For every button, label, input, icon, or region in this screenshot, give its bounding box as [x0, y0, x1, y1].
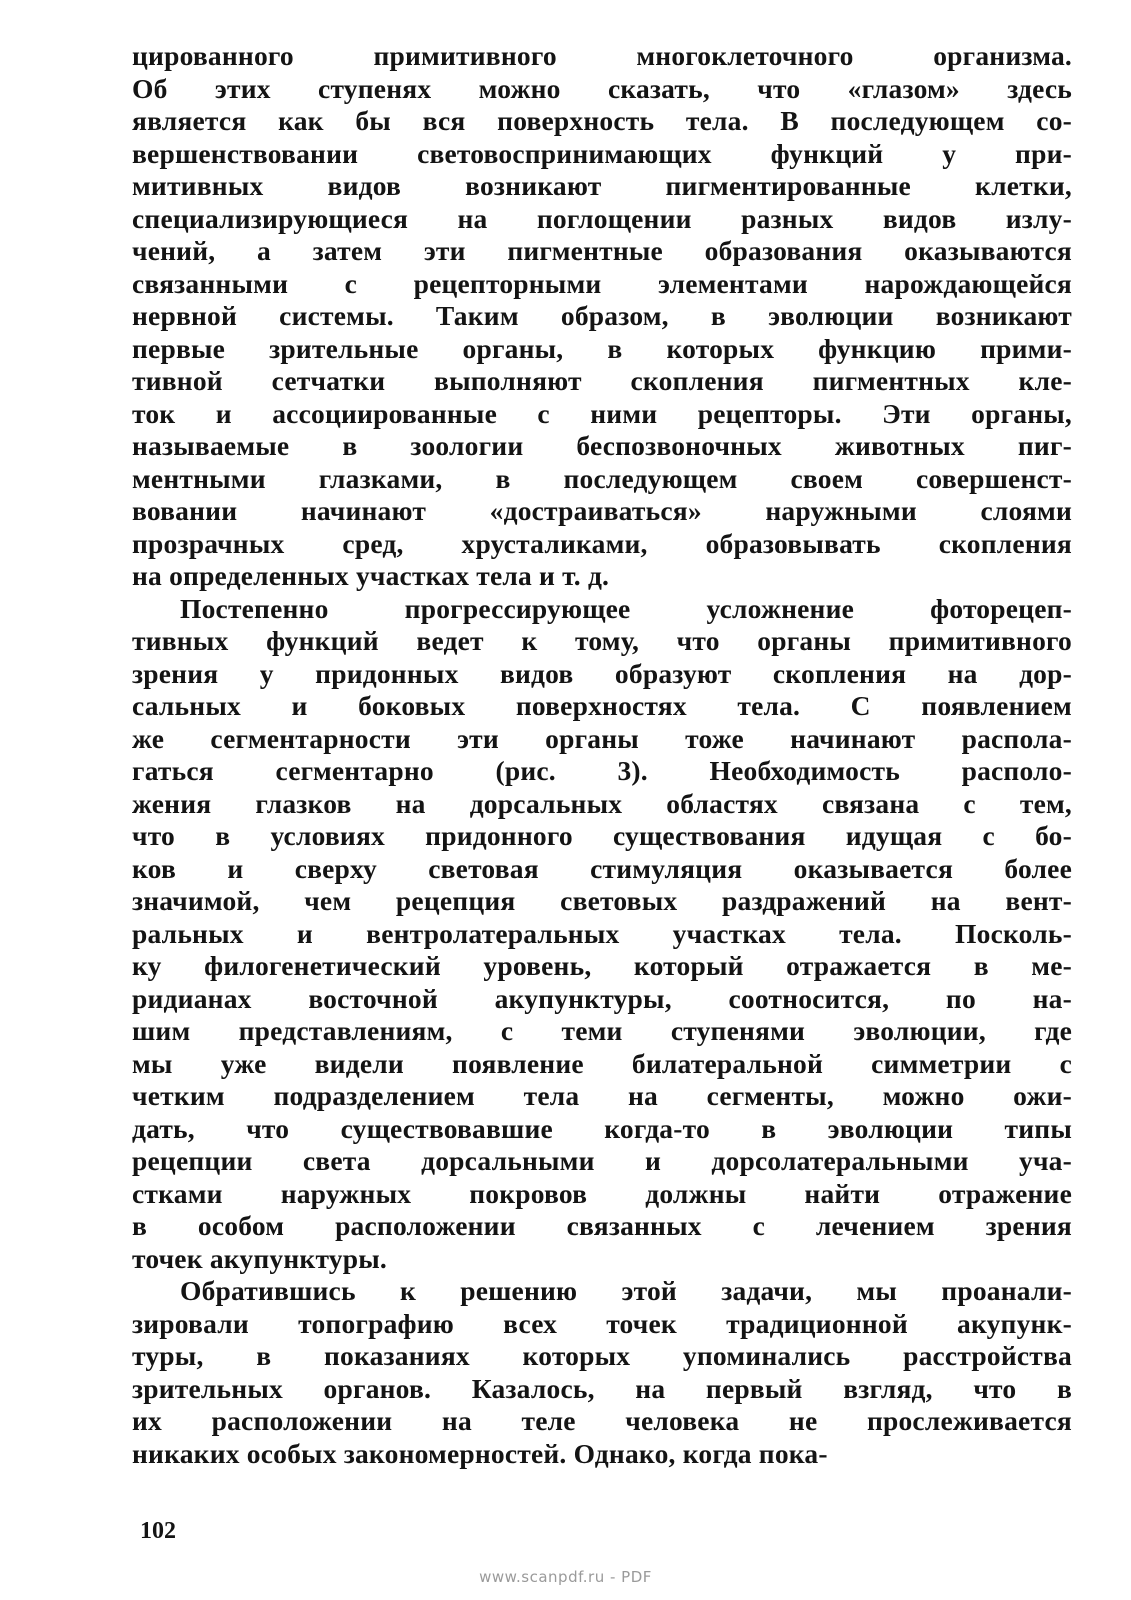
text-line: Обратившись к решению этой задачи, мы проанали- [180, 1275, 1072, 1306]
text-line: ральных и вентролатеральных участках тела. Посколь- [132, 917, 1072, 949]
text-line: называемые в зоологии беспозвоночных животных пиг- [132, 430, 1072, 461]
text-line: гаться сегментарно (рис. 3). Необходимость располо- [132, 755, 1072, 786]
text-line: нервной системы. Таким образом, в эволюции возникают [132, 300, 1072, 331]
text-line: ридианах восточной акупунктуры, соотносится, по на- [132, 982, 1072, 1014]
text-line: точек акупунктуры. [132, 1242, 387, 1274]
text-line: же сегментарности эти органы тоже начинают распола- [132, 722, 1072, 754]
text-line: первые зрительные органы, в которых функцию прими- [132, 332, 1072, 364]
text-line: тивных функций ведет к тому, что органы примитивного [132, 625, 1072, 656]
watermark-text: www.scanpdf.ru - PDF [479, 1568, 652, 1586]
text-line: чений, а затем эти пигментные образования оказываются [132, 235, 1072, 266]
text-line: туры, в показаниях которых упоминались расстройства [132, 1340, 1072, 1371]
text-line: стками наружных покровов должны найти отражение [132, 1177, 1072, 1209]
text-line: вовании начинают «достраиваться» наружными слоями [132, 495, 1072, 526]
text-line: является как бы вся поверхность тела. В последующем со- [132, 105, 1072, 136]
text-line: ток и ассоциированные с ними рецепторы. Эти органы, [132, 397, 1072, 429]
text-line: зрительных органов. Казалось, на первый взгляд, что в [132, 1372, 1072, 1404]
text-line: дать, что существовавшие когда-то в эволюции типы [132, 1112, 1072, 1144]
text-line: значимой, чем рецепция световых раздражений на вент- [132, 885, 1072, 916]
text-line: шим представлениям, с теми ступенями эволюции, где [132, 1015, 1072, 1046]
text-line: связанными с рецепторными элементами нарождающейся [132, 267, 1072, 299]
text-line: митивных видов возникают пигментированные клетки, [132, 170, 1072, 201]
text-line: специализирующиеся на поглощении разных видов излу- [132, 202, 1072, 234]
text-line: их расположении на теле человека не прослеживается [132, 1405, 1072, 1436]
paragraph [132, 593, 1072, 1276]
paragraph [132, 40, 1072, 593]
paragraph [132, 1275, 1072, 1470]
text-line: ков и сверху световая стимуляция оказывается более [132, 852, 1072, 884]
document-body [132, 40, 1072, 1470]
text-line: прозрачных сред, хрусталиками, образовывать скопления [132, 527, 1072, 559]
text-line: Об этих ступенях можно сказать, что «глазом» здесь [132, 72, 1072, 104]
text-line: зрения у придонных видов образуют скопления на дор- [132, 657, 1072, 689]
text-line: цированного примитивного многоклеточного организма. [132, 40, 1072, 71]
text-line: никаких особых закономерностей. Однако, когда пока- [132, 1437, 828, 1469]
text-line: что в условиях придонного существования идущая с бо- [132, 820, 1072, 851]
text-line: жения глазков на дорсальных областях связана с тем, [132, 787, 1072, 819]
text-line: мы уже видели появление билатеральной симметрии с [132, 1047, 1072, 1079]
text-line: вершенствовании световоспринимающих функций у при- [132, 137, 1072, 169]
text-line: зировали топографию всех точек традиционной акупунк- [132, 1307, 1072, 1339]
text-line: рецепции света дорсальными и дорсолатеральными уча- [132, 1145, 1072, 1176]
text-line: на определенных участках тела и т. д. [132, 560, 610, 591]
text-line: ментными глазками, в последующем своем совершенст- [132, 462, 1072, 494]
text-line: тивной сетчатки выполняют скопления пигментных кле- [132, 365, 1072, 396]
text-line: Постепенно прогрессирующее усложнение фоторецеп- [180, 592, 1072, 624]
page-number: 102 [140, 1518, 176, 1544]
text-line: четким подразделением тела на сегменты, можно ожи- [132, 1080, 1072, 1111]
text-line: в особом расположении связанных с лечением зрения [132, 1210, 1072, 1241]
text-line: сальных и боковых поверхностях тела. С появлением [132, 690, 1072, 721]
text-line: ку филогенетический уровень, который отражается в ме- [132, 950, 1072, 981]
